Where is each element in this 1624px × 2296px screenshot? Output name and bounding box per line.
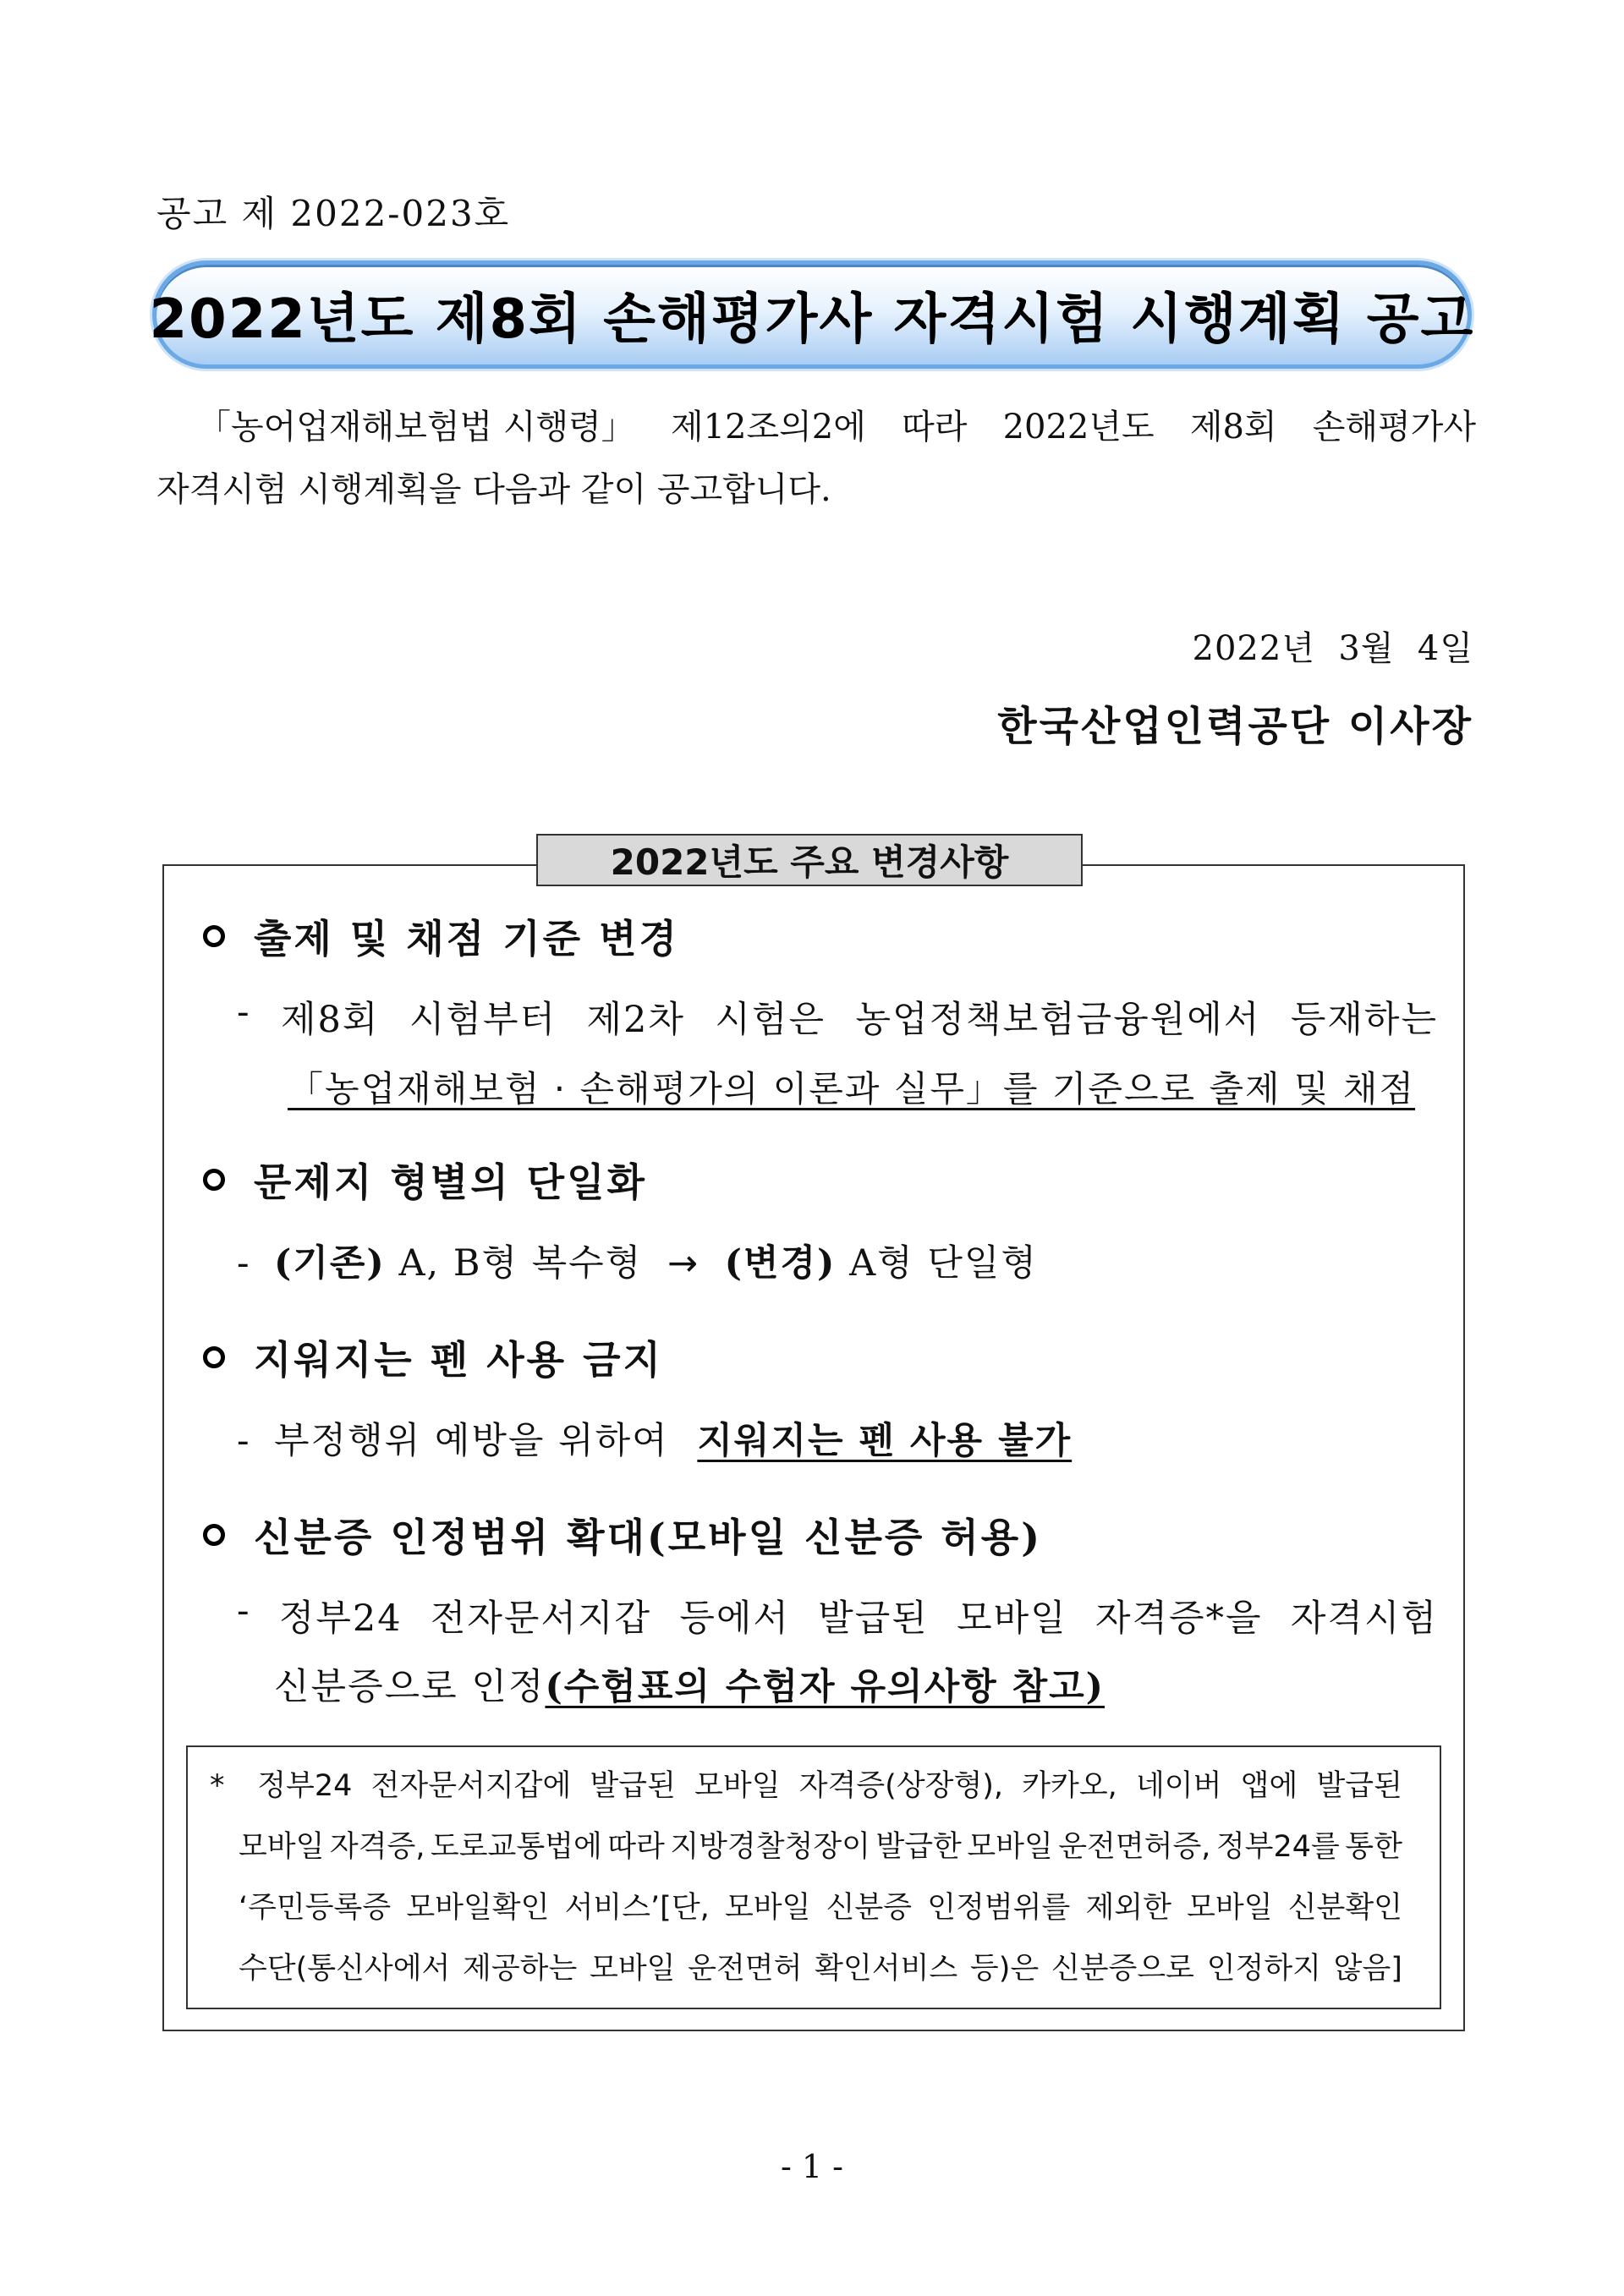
circle-bullet-icon (203, 1524, 225, 1546)
section-heading (203, 1152, 647, 1208)
bullet-word: 제8회 (280, 999, 380, 1041)
bullet-word: 농업정책보험금융원에서 (855, 999, 1261, 1041)
footnote-word: 수단(통신사에서 (239, 1952, 451, 1986)
emphasis-text: 「농업재해보험 · 손해평가의 이론과 실무」를 기준으로 출제 및 채점 (288, 1068, 1416, 1110)
section-heading-text: 문제지 형별의 단일화 (254, 1159, 647, 1205)
dash: - (237, 1590, 251, 1632)
footnote-word: 따라 (607, 1830, 665, 1864)
changes-box (162, 841, 1465, 2031)
before-text: A, B형 복수형 (398, 1242, 643, 1285)
section-heading (203, 1507, 1042, 1563)
bullet-word: 등에서 (679, 1597, 790, 1640)
bullet-item (237, 1412, 1438, 1464)
footnote-word: 발급된 (590, 1769, 676, 1803)
footnote-word: 운전면허증, (1058, 1830, 1211, 1864)
footnote-marker: * (210, 1769, 225, 1803)
after-label: (변경) (724, 1242, 837, 1285)
dash: - (237, 1242, 251, 1285)
intro-line-2: 자격시험 시행계획을 다음과 같이 공고합니다. (156, 470, 831, 509)
circle-bullet-icon (203, 1169, 225, 1191)
issuer-name: 한국산업인력공단 이사장 (997, 703, 1473, 750)
footnote-word: 모바일 (1187, 1891, 1273, 1925)
bullet-line (237, 1590, 1438, 1641)
bullet-line (237, 991, 1438, 1043)
dash: - (237, 1420, 251, 1462)
intro-paragraph (156, 396, 1476, 521)
footnote-word: 제공하는 (463, 1952, 578, 1986)
section-heading-text: 출제 및 채점 기준 변경 (254, 916, 679, 962)
footnote-word: 모바일 (724, 1891, 811, 1925)
footnote-word: 모바일 (590, 1952, 676, 1986)
bullet-text: 부정행위 예방을 위하여 (274, 1420, 669, 1462)
section-heading (203, 1329, 663, 1385)
footnote-word: ‘주민등록증 (239, 1891, 392, 1925)
footnote-word: 신분증 (826, 1891, 913, 1925)
intro-word: 「농어업재해보험법 시행령」 (197, 408, 635, 447)
intro-word: 손해평가사 (1312, 408, 1476, 447)
intro-word: 2022년도 (1002, 408, 1155, 447)
circle-bullet-icon (203, 1346, 225, 1368)
notice-date: 2022년 3월 4일 (1192, 629, 1473, 668)
notice-number: 공고 제 2022-023호 (156, 193, 511, 234)
footnote-word: 정부24 (257, 1769, 353, 1803)
bullet-word: 자격증*을 (1095, 1597, 1263, 1640)
section-heading (203, 908, 679, 964)
footnote-box (186, 1745, 1441, 2009)
intro-word: 제12조의2에 (670, 408, 866, 447)
footnote-word: 발급한 (875, 1830, 962, 1864)
intro-word: 제8회 (1189, 408, 1277, 447)
circle-bullet-icon (203, 925, 225, 947)
footnote-word: 지방경찰청장이 (670, 1830, 870, 1864)
footnote-line (210, 1938, 1402, 1999)
bullet-item (237, 1235, 1438, 1286)
footnote-word: 제외한 (1085, 1891, 1171, 1925)
footnote-word: 모바일 (694, 1769, 781, 1803)
after-text: A형 단일형 (849, 1242, 1038, 1285)
changes-label: 2022년도 주요 변경사항 (536, 834, 1083, 886)
bullet-word: 발급된 (818, 1597, 929, 1640)
before-label: (기존) (274, 1242, 386, 1285)
bullet-item (237, 991, 1438, 1112)
footnote-word: 확인서비스 (815, 1952, 958, 1986)
footnote-word: 모바일확인 (406, 1891, 550, 1925)
footnote-word: 정부24를 (1215, 1830, 1340, 1864)
footnote-word: 신분확인 (1287, 1891, 1402, 1925)
bullet-line (237, 1061, 1438, 1112)
footnote-word: 등)은 (969, 1952, 1040, 1986)
bullet-word: 자격시험 (1290, 1597, 1438, 1640)
footnote-word: 발급된 (1316, 1769, 1402, 1803)
dash: - (237, 991, 251, 1033)
footnote-line (210, 1877, 1402, 1938)
footnote-word: 운전면허 (688, 1952, 803, 1986)
footnote-word: 자격증, (329, 1830, 425, 1864)
title-banner (149, 260, 1475, 369)
bullet-word: 전자문서지갑 (430, 1597, 652, 1640)
bullet-text: 신분증으로 인정 (274, 1666, 546, 1708)
bullet-item (237, 1590, 1438, 1710)
intro-line-1 (156, 396, 1476, 458)
bullet-word: 등재하는 (1290, 999, 1438, 1041)
emphasis-text: 지워지는 펜 사용 불가 (697, 1420, 1073, 1462)
bullet-word: 시험부터 (409, 999, 557, 1041)
footnote-word: 인정범위를 (927, 1891, 1071, 1925)
footnote-word: 도로교통법에 (430, 1830, 602, 1864)
page-title: 2022년도 제8회 손해평가사 자격시험 시행계획 공고 (149, 288, 1475, 351)
page-number: - 1 - (780, 2148, 843, 2185)
footnote-word: 전자문서지갑에 (370, 1769, 572, 1803)
intro-word: 따라 (902, 408, 968, 447)
footnote-word: 앱에 (1240, 1769, 1298, 1803)
emphasis-text: (수험표의 수험자 유의사항 참고) (545, 1666, 1106, 1708)
section-heading-text: 지워지는 펜 사용 금지 (254, 1337, 663, 1383)
footnote-word: 통한 (1345, 1830, 1402, 1864)
bullet-word: 제2차 (586, 999, 685, 1041)
footnote-word: 인정하지 (1206, 1952, 1321, 1986)
footnote-word: 카카오, (1022, 1769, 1117, 1803)
footnote-word: 모바일 (967, 1830, 1053, 1864)
footnote-word: 모바일 (239, 1830, 325, 1864)
footnote-word: 네이버 (1136, 1769, 1222, 1803)
footnote-word: 않음] (1333, 1952, 1402, 1986)
bullet-word: 정부24 (278, 1597, 403, 1640)
footnote-word: 자격증(상장형), (798, 1769, 1004, 1803)
footnote-line (210, 1756, 1402, 1817)
bullet-line (237, 1658, 1438, 1710)
bullet-word: 시험은 (715, 999, 826, 1041)
footnote-word: 서비스’[단, (564, 1891, 710, 1925)
bullet-word: 모바일 (957, 1597, 1067, 1640)
section-heading-text: 신분증 인정범위 확대(모바일 신분증 허용) (254, 1515, 1042, 1560)
right-arrow-icon: → (667, 1242, 700, 1285)
footnote-word: 신분증으로 (1051, 1952, 1194, 1986)
footnote-line (210, 1817, 1402, 1877)
